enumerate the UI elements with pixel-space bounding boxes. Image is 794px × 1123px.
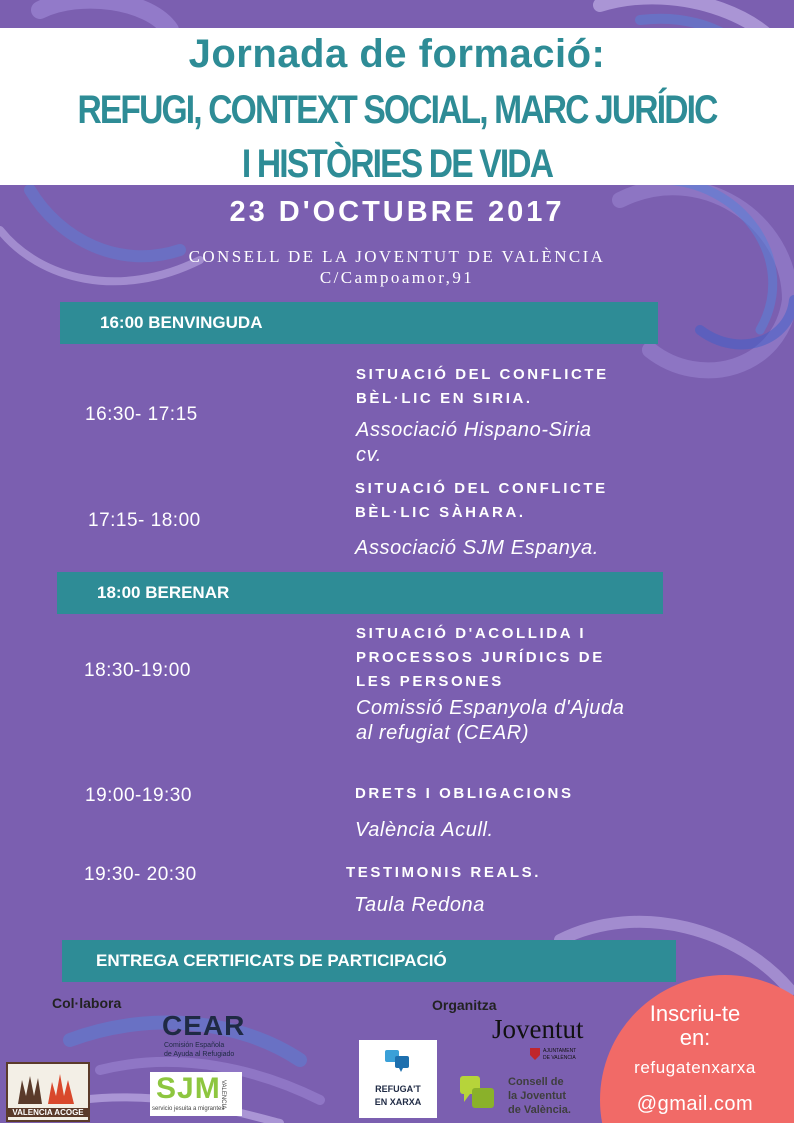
title-box xyxy=(0,28,794,185)
session-title xyxy=(355,477,608,525)
session-title-line: DRETS I OBLIGACIONS xyxy=(355,785,574,802)
banner-welcome-text: 16:00 BENVINGUDA xyxy=(100,313,263,332)
signup-email-user[interactable]: refugatenxarxa xyxy=(634,1058,756,1077)
banner-certificates xyxy=(62,940,676,982)
title-line-2: REFUGI, CONTEXT SOCIAL, MARC JURÍDIC xyxy=(77,88,717,132)
session-title-line: SITUACIÓ DEL CONFLICTE xyxy=(355,480,608,497)
city-shield-icon xyxy=(530,1048,540,1060)
banner-welcome xyxy=(60,302,658,344)
session-speaker-line: Taula Redona xyxy=(354,894,486,916)
event-date: 23 D'OCTUBRE 2017 xyxy=(229,196,565,228)
session-title-line: SITUACIÓ DEL CONFLICTE xyxy=(356,366,609,383)
session-speaker xyxy=(356,696,624,746)
session-title-line: LES PERSONES xyxy=(356,673,504,690)
session-speaker xyxy=(355,536,599,561)
session-title-line: BÈL·LIC EN SIRIA. xyxy=(356,390,533,407)
valencia-acoge-name: VALENCIA ACOGE xyxy=(8,1108,88,1117)
venue-address: C/Campoamor,91 xyxy=(319,268,475,287)
sjm-logo-sub: servicio jesuita a migrantes xyxy=(152,1106,225,1112)
consell-line-3: de València. xyxy=(508,1104,571,1116)
venue xyxy=(0,246,794,288)
session-speaker-line: Comissió Espanyola d'Ajuda xyxy=(356,697,625,719)
refugat-logo xyxy=(359,1040,437,1118)
session-speaker-line: Associació SJM Espanya. xyxy=(355,537,599,559)
session-time: 17:15- 18:00 xyxy=(88,510,201,531)
hands-icon xyxy=(8,1066,88,1106)
consell-line-1: Consell de xyxy=(508,1076,564,1088)
title-line-3: I HISTÒRIES DE VIDA xyxy=(241,142,553,186)
session-speaker xyxy=(356,418,592,468)
refugat-line-2: EN XARXA xyxy=(374,1097,422,1107)
signup-heading-line: en: xyxy=(679,1025,711,1050)
title-line-1: Jornada de formació: xyxy=(188,32,606,76)
sjm-logo-side: VALENCIA xyxy=(220,1080,226,1110)
session-time: 18:30-19:00 xyxy=(84,660,191,681)
consell-line-2: la Joventut xyxy=(508,1090,567,1102)
signup-heading xyxy=(600,1002,790,1050)
banner-snack xyxy=(57,572,663,614)
cear-logo-sub1: Comisión Española xyxy=(164,1042,225,1049)
session-time: 16:30- 17:15 xyxy=(85,404,198,425)
refugat-line-1: REFUGA'T xyxy=(375,1084,421,1094)
chat-bubbles-icon xyxy=(385,1050,411,1072)
session-title-line: SITUACIÓ D'ACOLLIDA I xyxy=(356,625,587,642)
consell-joventut-logo xyxy=(458,1074,590,1120)
valencia-acoge-logo xyxy=(6,1062,90,1122)
joventut-name: Joventut xyxy=(492,1014,584,1044)
session-title xyxy=(346,861,541,885)
banner-certificates-text: ENTREGA CERTIFICATS DE PARTICIPACIÓ xyxy=(96,951,447,970)
session-title-line: TESTIMONIS REALS. xyxy=(346,864,542,881)
session-speaker-line: al refugiat (CEAR) xyxy=(356,722,530,744)
session-speaker-line: cv. xyxy=(356,444,382,466)
sjm-logo xyxy=(150,1072,242,1116)
banner-snack-text: 18:00 BERENAR xyxy=(97,583,230,602)
session-title xyxy=(356,363,609,411)
ajuntament-line-1: AJUNTAMENT xyxy=(543,1048,577,1054)
session-speaker-line: Associació Hispano-Siria xyxy=(356,419,592,441)
session-time: 19:00-19:30 xyxy=(85,785,192,806)
session-title xyxy=(355,782,574,806)
cear-logo-sub2: de Ayuda al Refugiado xyxy=(164,1051,235,1058)
session-title-line: BÈL·LIC SÀHARA. xyxy=(355,504,526,521)
organitza-label: Organitza xyxy=(432,997,497,1013)
sjm-logo-name: SJM xyxy=(156,1072,221,1105)
session-speaker xyxy=(355,818,494,843)
cear-logo xyxy=(160,1010,270,1060)
signup-email-domain[interactable]: @gmail.com xyxy=(636,1093,754,1115)
collabora-label: Col·labora xyxy=(52,995,122,1011)
session-title xyxy=(356,622,605,694)
session-time: 19:30- 20:30 xyxy=(84,864,197,885)
venue-name: CONSELL DE LA JOVENTUT DE VALÈNCIA xyxy=(188,247,606,266)
ajuntament-line-2: DE VALÈNCIA xyxy=(543,1055,576,1061)
session-title-line: PROCESSOS JURÍDICS DE xyxy=(356,649,605,666)
session-speaker-line: València Acull. xyxy=(355,819,494,841)
session-speaker xyxy=(354,893,485,918)
joventut-logo xyxy=(492,1008,596,1068)
consell-speech-icon xyxy=(458,1076,498,1114)
signup-heading-line: Inscriu-te xyxy=(649,1001,741,1026)
cear-logo-name: CEAR xyxy=(162,1010,246,1041)
